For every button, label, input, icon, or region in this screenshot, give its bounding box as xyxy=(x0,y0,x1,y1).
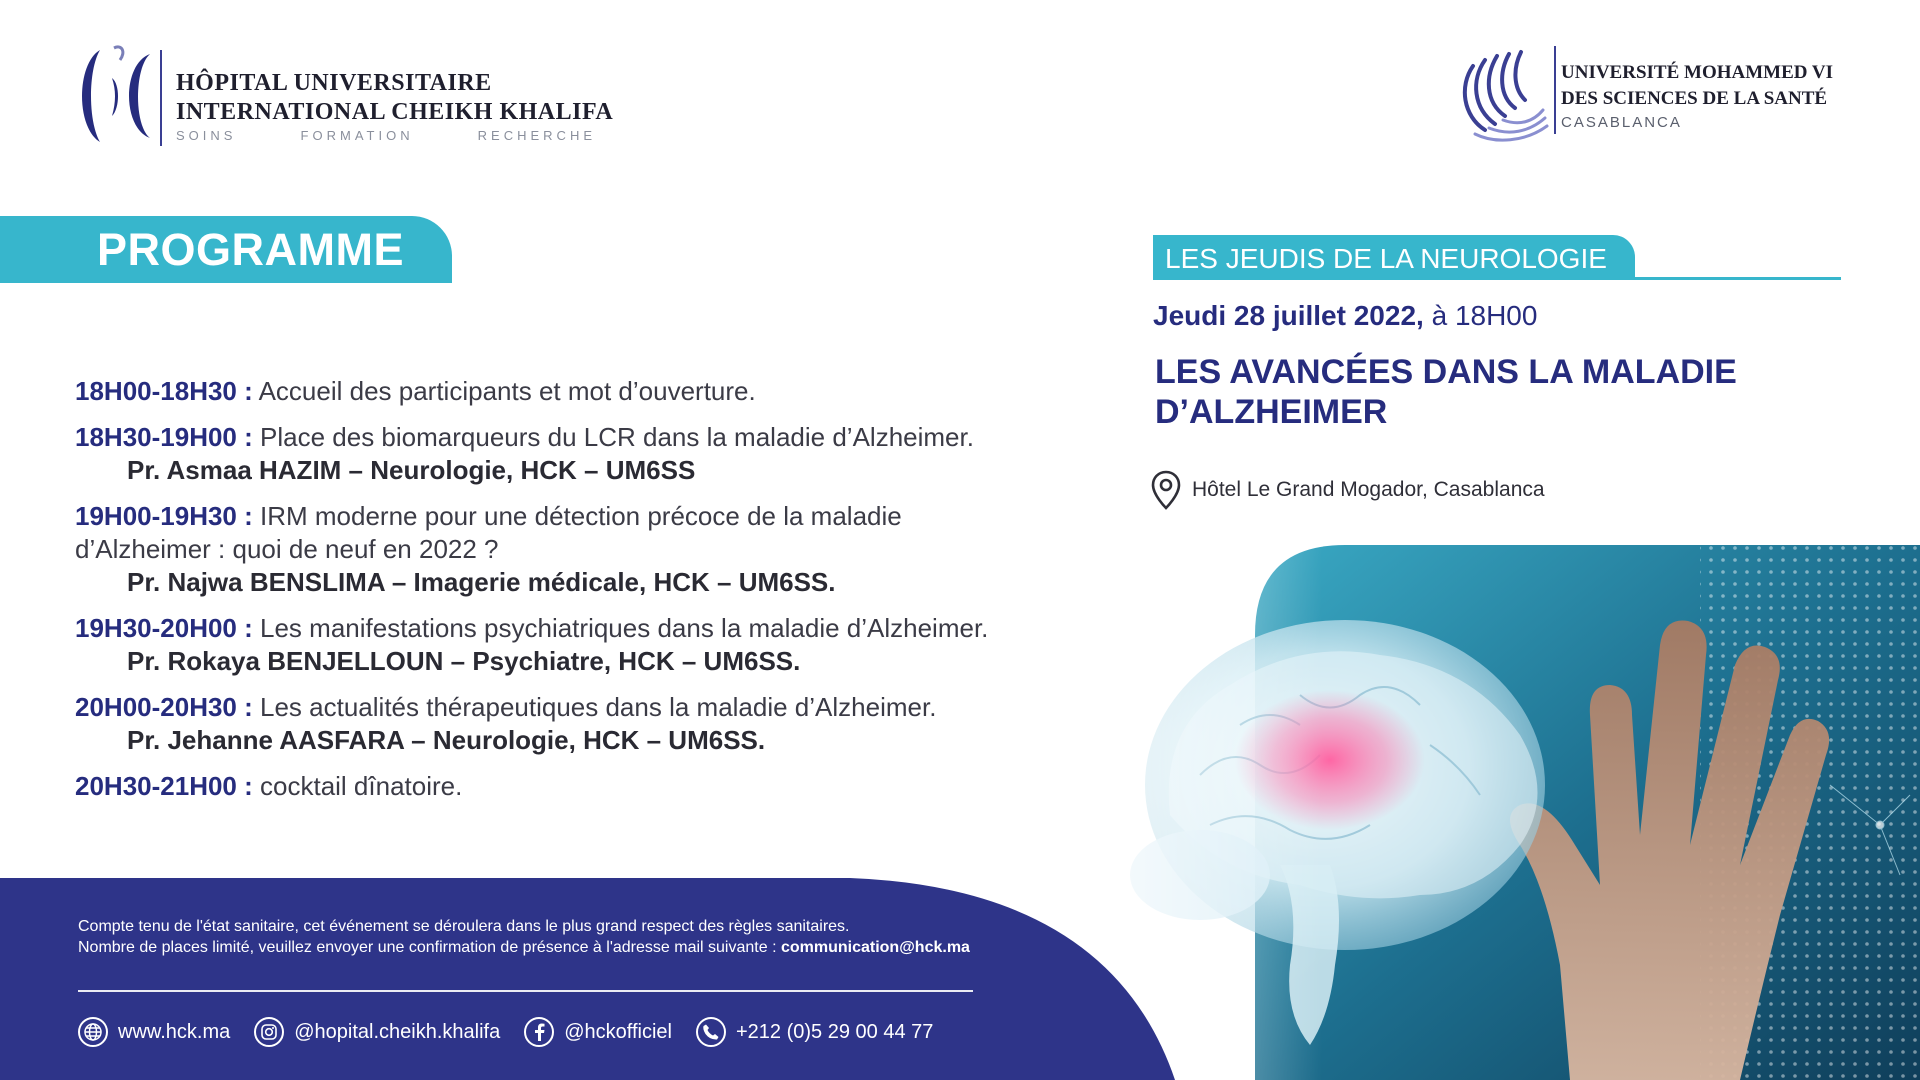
programme-text: cocktail dînatoire. xyxy=(260,771,463,801)
phone-icon xyxy=(696,1017,726,1047)
programme-time: 20H00-20H30 : xyxy=(75,692,253,722)
programme-text: Les manifestations psychiatriques dans la maladie d’Alzheimer. xyxy=(260,613,989,643)
series-tab xyxy=(1153,235,1635,279)
series-label: LES JEUDIS DE LA NEUROLOGIE xyxy=(1165,243,1607,274)
programme-item xyxy=(75,770,1115,803)
event-time: à 18H00 xyxy=(1431,300,1538,331)
university-logo-mark-icon xyxy=(1455,46,1555,146)
logo-divider xyxy=(160,50,162,146)
location-pin-icon xyxy=(1150,470,1182,510)
programme-time: 20H30-21H00 : xyxy=(75,771,253,801)
programme-time: 18H00-18H30 : xyxy=(75,376,253,406)
footer-contacts xyxy=(78,1014,957,1050)
programme-text-continued: d’Alzheimer : quoi de neuf en 2022 ? xyxy=(75,534,499,564)
logo-divider xyxy=(1554,46,1556,134)
series-underline xyxy=(1153,277,1841,280)
programme-item xyxy=(75,691,1115,757)
university-name-line2: DES SCIENCES DE LA SANTÉ xyxy=(1561,88,1828,109)
contact-website-label: www.hck.ma xyxy=(118,1020,231,1043)
contact-phone-label: +212 (0)5 29 00 44 77 xyxy=(736,1020,934,1043)
programme-speaker: Pr. Rokaya BENJELLOUN – Psychiatre, HCK – UM6SS. xyxy=(127,646,801,676)
programme-speaker: Pr. Jehanne AASFARA – Neurologie, HCK – UM6SS. xyxy=(127,725,766,755)
event-date xyxy=(1153,300,1537,332)
programme-text: Les actualités thérapeutiques dans la maladie d’Alzheimer. xyxy=(260,692,937,722)
tagline-recherche: RECHERCHE xyxy=(477,128,596,143)
programme-item xyxy=(75,375,1115,408)
programme-speaker: Pr. Najwa BENSLIMA – Imagerie médicale, HCK – UM6SS. xyxy=(127,567,836,597)
programme-text: Accueil des participants et mot d’ouverture. xyxy=(258,376,756,406)
university-logo xyxy=(1455,46,1855,146)
notice-line1: Compte tenu de l'état sanitaire, cet événement se déroulera dans le plus grand respect des règles sanitaires. xyxy=(78,918,850,935)
hospital-logo xyxy=(70,42,614,150)
hospital-logo-mark-icon xyxy=(70,42,160,150)
tagline-formation: FORMATION xyxy=(300,128,414,143)
programme-time: 18H30-19H00 : xyxy=(75,422,253,452)
programme-text: Place des biomarqueurs du LCR dans la maladie d’Alzheimer. xyxy=(260,422,974,452)
event-date-bold: Jeudi 28 juillet 2022, xyxy=(1153,300,1424,331)
programme-time: 19H00-19H30 : xyxy=(75,501,253,531)
globe-icon xyxy=(78,1017,108,1047)
contact-facebook[interactable] xyxy=(524,1017,672,1047)
tagline-soins: SOINS xyxy=(176,128,237,143)
programme-text: IRM moderne pour une détection précoce de la maladie xyxy=(260,501,902,531)
contact-website[interactable] xyxy=(78,1017,230,1047)
university-city: CASABLANCA xyxy=(1561,114,1682,131)
programme-list xyxy=(75,375,1115,816)
venue-label: Hôtel Le Grand Mogador, Casablanca xyxy=(1192,478,1545,501)
event-title-line2: D’ALZHEIMER xyxy=(1155,393,1388,431)
footer-notice xyxy=(78,916,970,958)
programme-item xyxy=(75,500,1115,599)
contact-instagram[interactable] xyxy=(254,1017,500,1047)
event-title xyxy=(1155,352,1755,432)
hospital-tagline xyxy=(176,128,596,143)
programme-heading: PROGRAMME xyxy=(97,224,404,275)
hospital-name-line1: HÔPITAL UNIVERSITAIRE xyxy=(176,70,492,96)
contact-instagram-label: @hopital.cheikh.khalifa xyxy=(294,1020,501,1043)
programme-item xyxy=(75,421,1115,487)
instagram-icon xyxy=(254,1017,284,1047)
footer xyxy=(0,878,1175,1080)
facebook-icon xyxy=(524,1017,554,1047)
programme-speaker: Pr. Asmaa HAZIM – Neurologie, HCK – UM6SS xyxy=(127,455,696,485)
contact-phone[interactable] xyxy=(696,1017,933,1047)
hospital-name-line2: INTERNATIONAL CHEIKH KHALIFA xyxy=(176,99,614,125)
programme-banner xyxy=(0,216,452,283)
notice-line2: Nombre de places limité, veuillez envoyer une confirmation de présence à l'adresse mail suivante : xyxy=(78,939,777,956)
programme-time: 19H30-20H00 : xyxy=(75,613,253,643)
programme-item xyxy=(75,612,1115,678)
footer-divider xyxy=(78,990,973,992)
event-title-line1: LES AVANCÉES DANS LA MALADIE xyxy=(1155,353,1737,391)
contact-email[interactable]: communication@hck.ma xyxy=(780,939,970,956)
contact-facebook-label: @hckofficiel xyxy=(564,1020,672,1043)
university-name-line1: UNIVERSITÉ MOHAMMED VI xyxy=(1561,62,1834,83)
